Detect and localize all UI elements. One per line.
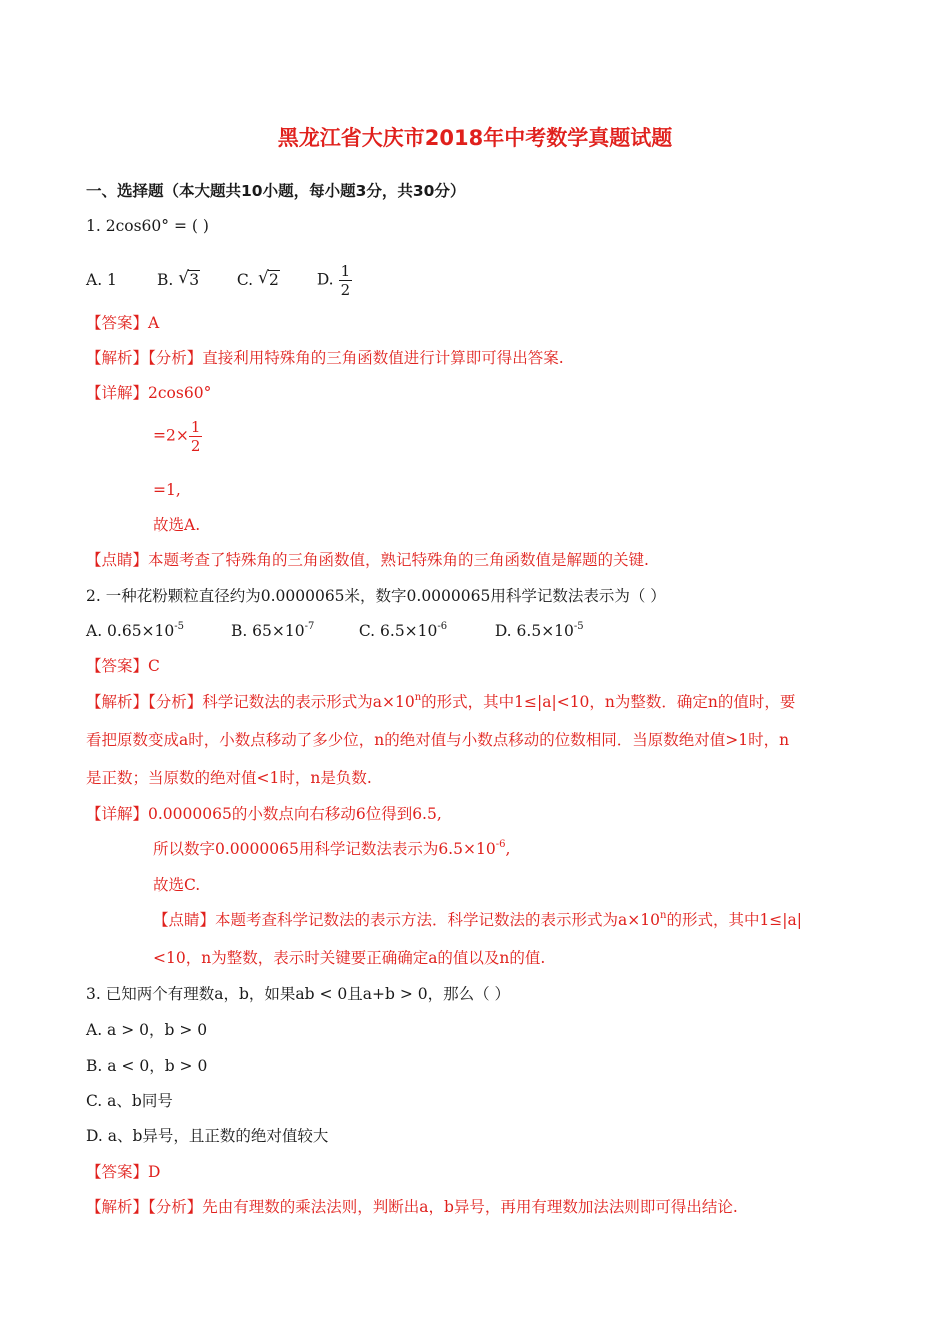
q3-answer-value: D: [148, 1163, 161, 1181]
q1-stem: 1. 2cos60° = ( ): [86, 217, 209, 235]
q2-option-a-text: A. 0.65×10: [86, 622, 175, 640]
section-heading: 一、选择题（本大题共10小题，每小题3分，共30分）: [86, 182, 466, 200]
fraction: [339, 262, 353, 299]
q3-option-d: D. a、b异号，且正数的绝对值较大: [86, 1127, 329, 1145]
q1-detail-line2-prefix: =2×: [153, 426, 189, 445]
sqrt-symbol: √ 2: [258, 267, 279, 289]
q2-option-c-text: C. 6.5×10: [358, 622, 438, 640]
answer-tag: 【答案】: [86, 657, 149, 675]
detail-tag: 【详解】: [86, 805, 149, 823]
q1-detail-line3: =1,: [153, 481, 181, 499]
q1-detail-line4: 故选A.: [153, 516, 201, 534]
answer-tag: 【答案】: [86, 314, 149, 332]
detail-tag: 【详解】: [86, 384, 149, 402]
q2-detail: [86, 803, 442, 825]
q1-option-d-numerator: 1: [340, 262, 351, 280]
q1-detail: [86, 382, 211, 404]
comment-tag: 【点睛】: [86, 551, 149, 569]
q2-option-d-text: D. 6.5×10: [494, 622, 574, 640]
q1-option-d-denominator: 2: [340, 281, 351, 299]
q1-option-c-label: C.: [236, 270, 254, 289]
q1-analysis: [86, 347, 564, 369]
q3-analysis-text: 先由有理数的乘法法则，判断出a，b异号，再用有理数加法法则即可得出结论.: [202, 1198, 738, 1216]
sqrt-symbol: √ 3: [178, 267, 200, 289]
q1-answer: [86, 312, 159, 334]
q2-answer-value: C: [148, 657, 160, 675]
q2-detail-exponent: -6: [495, 839, 506, 850]
q2-options: [86, 620, 584, 642]
q2-option-b: [231, 620, 354, 642]
q2-comment-text-a: 本题考查科学记数法的表示方法．科学记数法的表示形式为a×10: [215, 911, 660, 929]
q2-detail-line2-end: ,: [505, 840, 511, 858]
q2-option-a-exponent: -5: [174, 621, 185, 632]
q1-option-b: [157, 269, 232, 291]
q1-option-c: [237, 269, 312, 291]
q2-detail-line2-text: 所以数字0.0000065用科学记数法表示为6.5×10: [153, 840, 496, 858]
q2-comment-line1: [153, 909, 802, 931]
q2-option-b-text: B. 65×10: [230, 622, 305, 640]
q2-comment-line2: <10，n为整数，表示时关键要正确确定a的值以及n的值.: [153, 949, 546, 967]
q1-options: [86, 262, 352, 299]
q1-option-d: [317, 262, 352, 299]
q3-option-a: A. a > 0，b > 0: [86, 1021, 208, 1039]
analysis-tag: 【解析】【分析】: [86, 349, 203, 367]
q1-analysis-text: 直接利用特殊角的三角函数值进行计算即可得出答案.: [202, 349, 564, 367]
q2-detail-line1: 0.0000065的小数点向右移动6位得到6.5,: [148, 805, 442, 823]
q1-option-a: A. 1: [86, 270, 117, 289]
q2-detail-line3: 故选C.: [153, 876, 201, 894]
q1-detail-line1: 2cos60°: [148, 384, 212, 402]
q2-option-a: [86, 620, 226, 642]
q2-detail-line2: [153, 838, 510, 860]
q1-comment-text: 本题考查了特殊角的三角函数值，熟记特殊角的三角函数值是解题的关键.: [148, 551, 649, 569]
q2-option-b-exponent: -7: [304, 621, 315, 632]
q2-comment-exponent: n: [659, 910, 667, 921]
q2-comment-text-b: 的形式，其中1≤|a|: [666, 911, 802, 929]
q2-analysis-text-b: 的形式，其中1≤|a|<10，n为整数．确定n的值时，要: [421, 693, 796, 711]
q1-detail-line2: [153, 418, 202, 455]
q1-answer-value: A: [148, 314, 160, 332]
q3-option-c: C. a、b同号: [86, 1092, 173, 1110]
q2-option-c-exponent: -6: [437, 621, 448, 632]
q1-comment: [86, 549, 649, 571]
q2-option-c: [359, 620, 490, 642]
q1-detail-numerator: 1: [190, 418, 201, 436]
q2-option-d-exponent: -5: [573, 621, 584, 632]
q2-option-d: [495, 620, 584, 642]
q1-detail-denominator: 2: [190, 437, 201, 455]
q3-answer: [86, 1161, 160, 1183]
q2-analysis-exponent: n: [414, 692, 422, 703]
answer-tag: 【答案】: [86, 1163, 149, 1181]
q2-analysis-line3: 是正数；当原数的绝对值<1时，n是负数.: [86, 769, 372, 787]
q3-option-b: B. a < 0，b > 0: [86, 1057, 208, 1075]
q2-answer: [86, 655, 160, 677]
comment-tag: 【点睛】: [153, 911, 216, 929]
q1-option-b-label: B.: [156, 270, 174, 289]
fraction: [189, 418, 203, 455]
q2-stem: 2. 一种花粉颗粒直径约为0.0000065米，数字0.0000065用科学记数法表示为（ ）: [86, 587, 666, 605]
q2-analysis-text-a: 科学记数法的表示形式为a×10: [202, 693, 415, 711]
q3-analysis: [86, 1196, 738, 1218]
q2-analysis-line2: 看把原数变成a时，小数点移动了多少位，n的绝对值与小数点移动的位数相同．当原数绝对值>1时，n: [86, 731, 790, 749]
q1-option-d-label: D.: [316, 270, 334, 289]
q2-analysis-line1: [86, 691, 795, 713]
q1-option-c-radicand: 2: [269, 270, 279, 289]
analysis-tag: 【解析】【分析】: [86, 1198, 203, 1216]
page-title: 黑龙江省大庆市2018年中考数学真题试题: [277, 126, 673, 150]
q3-stem: 3. 已知两个有理数a，b，如果ab < 0且a+b > 0，那么（ ）: [86, 985, 511, 1003]
analysis-tag: 【解析】【分析】: [86, 693, 203, 711]
q1-option-b-radicand: 3: [189, 270, 200, 289]
